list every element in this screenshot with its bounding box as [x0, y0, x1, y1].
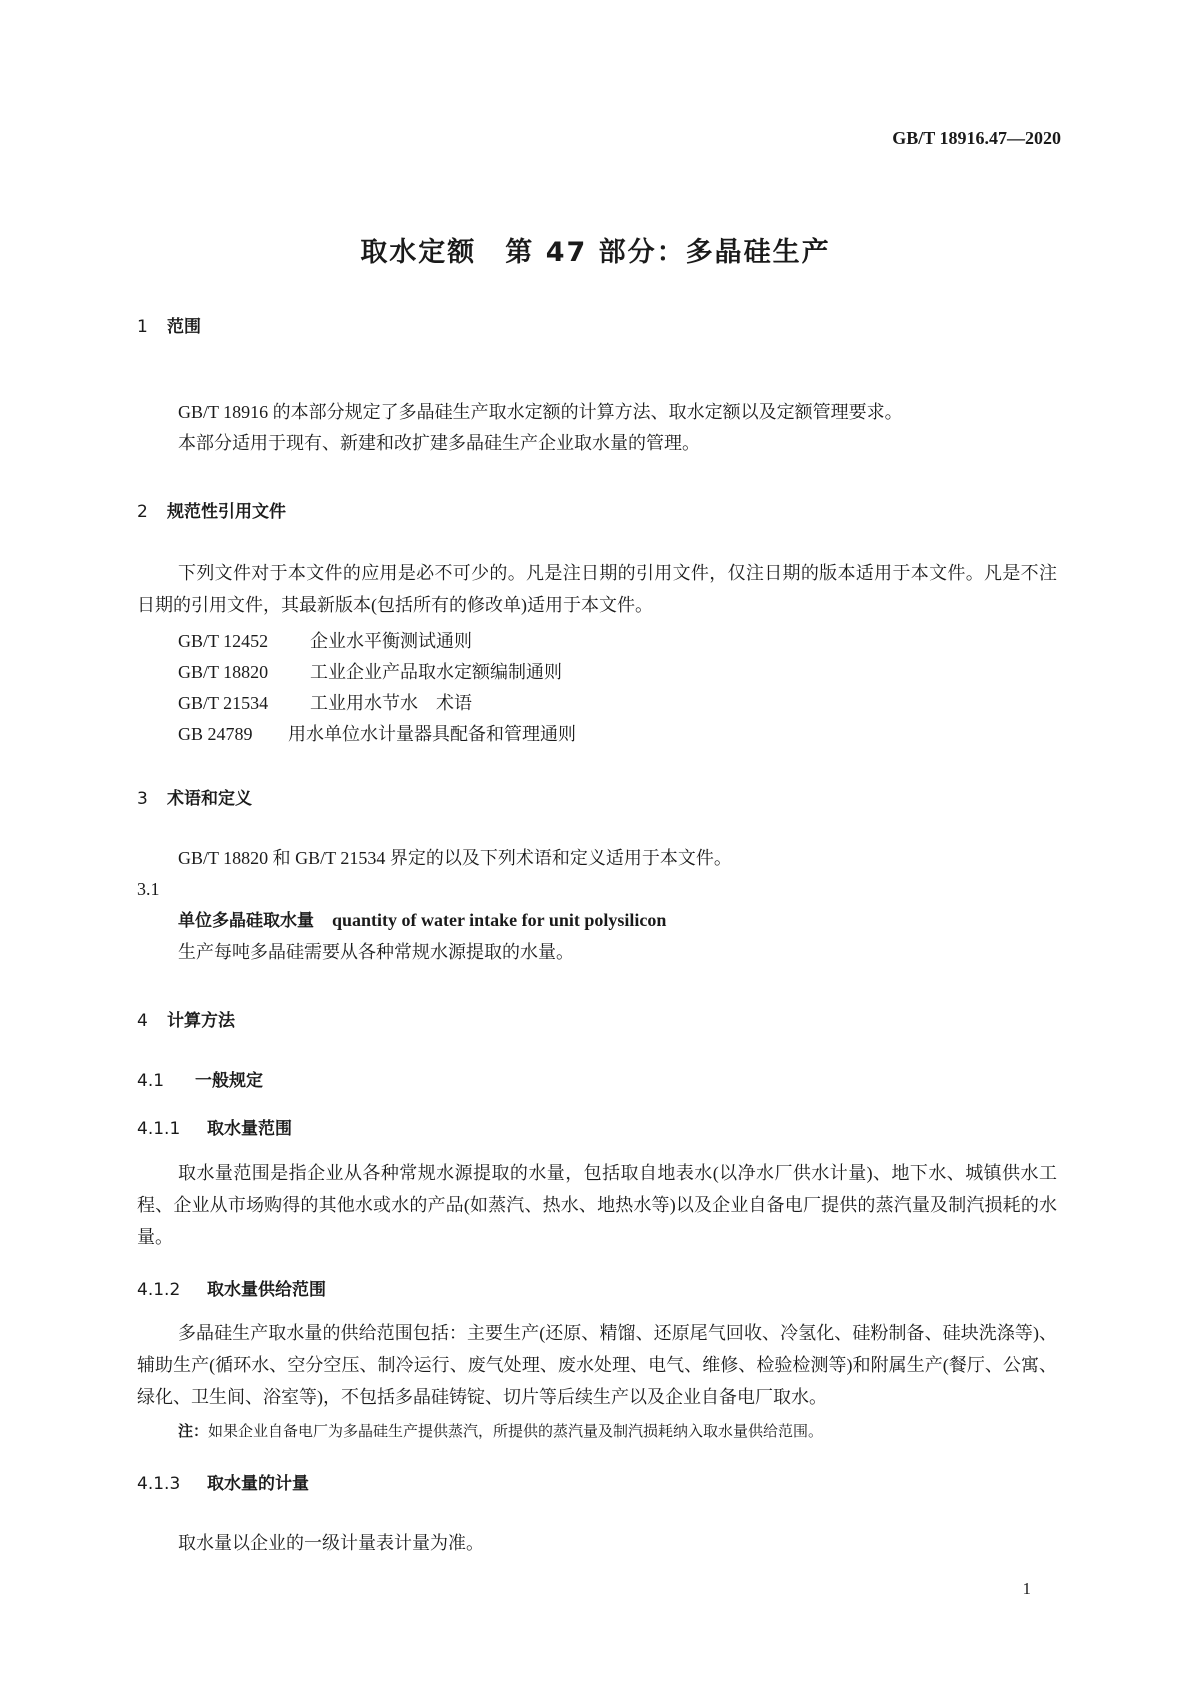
- section-1-paragraph-1: GB/T 18916 的本部分规定了多晶硅生产取水定额的计算方法、取水定额以及定额管理要求。: [178, 402, 903, 422]
- section-title: 取水量供给范围: [207, 1280, 326, 1300]
- section-4-1-1-paragraph: [137, 1157, 1057, 1253]
- term-chinese: 单位多晶硅取水量: [178, 911, 314, 931]
- section-number: 4.1.2: [137, 1280, 181, 1300]
- section-number: 4.1.1: [137, 1119, 181, 1139]
- paragraph-text: 取水量范围是指企业从各种常规水源提取的水量，包括取自地表水(以净水厂供水计量)、地下水、城镇供水工程、企业从市场购得的其他水或水的产品(如蒸汽、热水、地热水等)以及企业自备电厂提供的蒸汽量及制汽损耗的水量。: [137, 1163, 1057, 1247]
- section-4-heading: [137, 1006, 235, 1031]
- reference-name: 工业企业产品取水定额编制通则: [310, 662, 562, 682]
- section-2-paragraph: [137, 557, 1057, 621]
- reference-name: 企业水平衡测试通则: [310, 631, 472, 651]
- term-number: 3.1: [137, 879, 160, 899]
- section-number: 4.1: [137, 1071, 165, 1091]
- section-title: 规范性引用文件: [167, 502, 286, 522]
- section-number: 1: [137, 317, 148, 337]
- note: [178, 1420, 823, 1441]
- section-title: 一般规定: [195, 1071, 263, 1091]
- section-1-heading: [137, 312, 201, 337]
- term-heading: [178, 905, 666, 937]
- reference-item: [178, 657, 562, 688]
- section-3-paragraph: GB/T 18820 和 GB/T 21534 界定的以及下列术语和定义适用于本文件。: [178, 848, 732, 868]
- section-4-1-2-heading: [137, 1275, 326, 1300]
- section-title: 术语和定义: [167, 789, 252, 809]
- section-4-1-1-heading: [137, 1114, 292, 1139]
- section-number: 3: [137, 789, 148, 809]
- section-3-heading: [137, 784, 252, 809]
- standard-number: GB/T 18916.47—2020: [892, 128, 1061, 148]
- reference-item: [178, 688, 472, 719]
- section-4-1-3-paragraph: 取水量以企业的一级计量表计量为准。: [178, 1533, 484, 1553]
- note-text: 如果企业自备电厂为多晶硅生产提供蒸汽，所提供的蒸汽量及制汽损耗纳入取水量供给范围。: [208, 1424, 824, 1440]
- section-2-heading: [137, 497, 286, 522]
- document-title: 取水定额 第 47 部分：多晶硅生产: [360, 237, 831, 268]
- reference-code: GB 24789: [178, 724, 253, 744]
- section-title: 取水量范围: [207, 1119, 292, 1139]
- section-number: 2: [137, 502, 148, 522]
- section-title: 取水量的计量: [207, 1474, 309, 1494]
- section-number: 4.1.3: [137, 1474, 181, 1494]
- section-title: 范围: [167, 317, 201, 337]
- page-number: 1: [1022, 1579, 1031, 1598]
- reference-name: 用水单位水计量器具配备和管理通则: [288, 724, 576, 744]
- section-1-paragraph-2: 本部分适用于现有、新建和改扩建多晶硅生产企业取水量的管理。: [178, 433, 700, 453]
- reference-code: GB/T 12452: [178, 631, 269, 651]
- reference-name: 工业用水节水 术语: [310, 693, 472, 713]
- section-4-1-3-heading: [137, 1469, 309, 1494]
- reference-item: [178, 626, 472, 657]
- note-label: 注：: [178, 1422, 209, 1440]
- paragraph-text: 多晶硅生产取水量的供给范围包括：主要生产(还原、精馏、还原尾气回收、冷氢化、硅粉制备、硅块洗涤等)、辅助生产(循环水、空分空压、制冷运行、废气处理、废水处理、电气、维修、检验检测等)和附属生产(餐厅、公寓、绿化、卫生间、浴室等)，不包括多晶硅铸锭、切片等后续生产以及企业自备电厂取水。: [137, 1323, 1057, 1407]
- section-4-1-2-paragraph: [137, 1317, 1057, 1413]
- term-english: quantity of water intake for unit polysilicon: [332, 910, 667, 930]
- section-title: 计算方法: [167, 1011, 235, 1031]
- reference-code: GB/T 18820: [178, 662, 269, 682]
- section-number: 4: [137, 1011, 148, 1031]
- reference-code: GB/T 21534: [178, 693, 269, 713]
- section-4-1-heading: [137, 1066, 263, 1091]
- term-definition: 生产每吨多晶硅需要从各种常规水源提取的水量。: [178, 942, 574, 962]
- reference-item: [178, 719, 576, 750]
- paragraph-text: 下列文件对于本文件的应用是必不可少的。凡是注日期的引用文件，仅注日期的版本适用于本文件。凡是不注日期的引用文件，其最新版本(包括所有的修改单)适用于本文件。: [137, 563, 1057, 615]
